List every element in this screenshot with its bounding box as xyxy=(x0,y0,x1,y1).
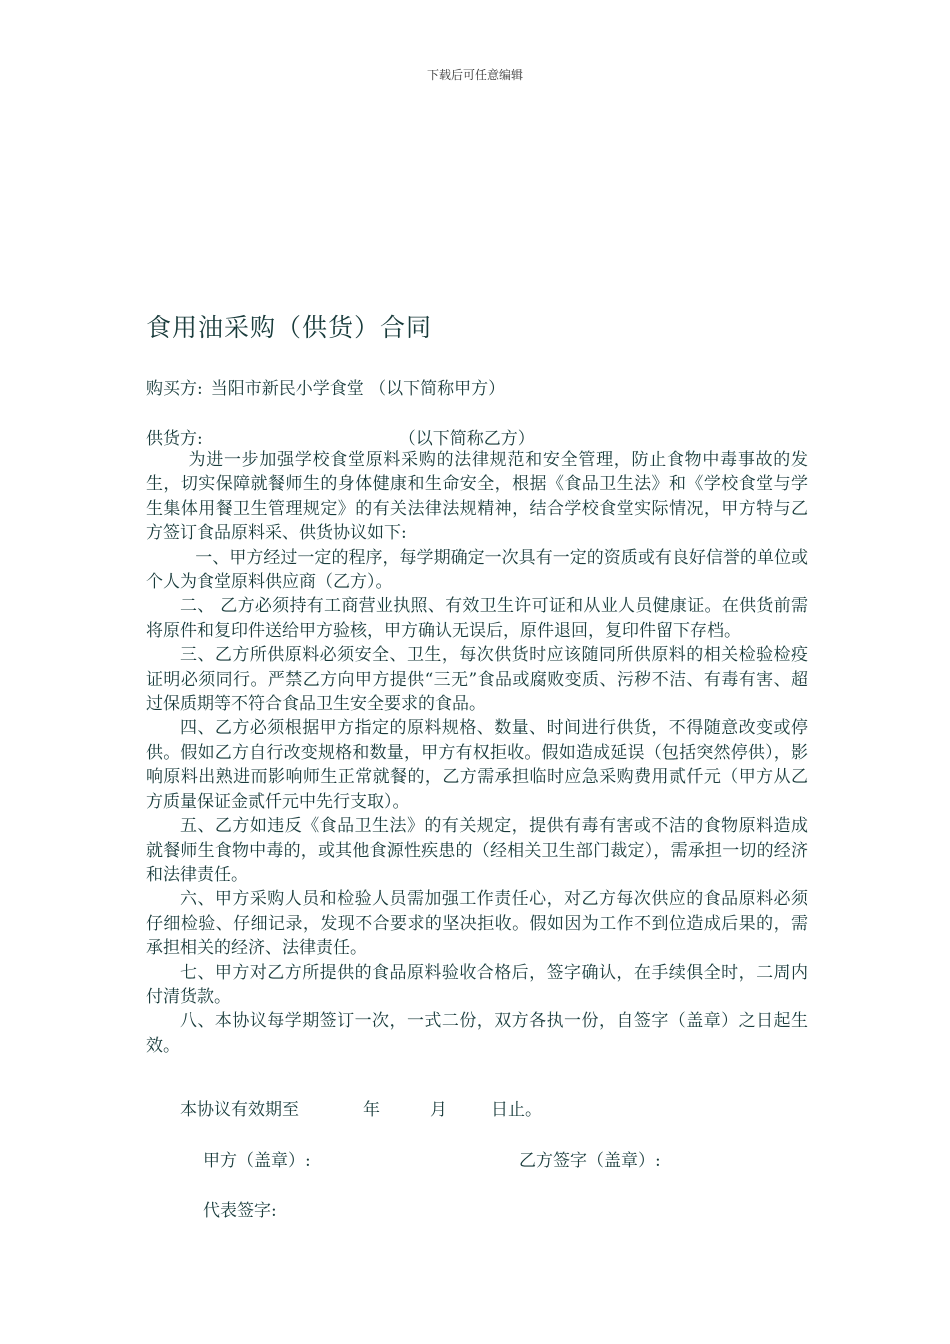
validity-day: 日止。 xyxy=(491,1100,542,1120)
representative-signature: 代表签字: xyxy=(203,1201,277,1221)
clause-8: 八、本协议每学期签订一次，一式二份，双方各执一份，自签字（盖章）之日起生效。 xyxy=(146,1011,808,1056)
clause-2: 二、 乙方必须持有工商营业执照、有效卫生许可证和从业人员健康证。在供货前需将原件和复印件送给甲方验核，甲方确认无误后，原件退回，复印件留下存档。 xyxy=(146,596,808,641)
validity-line xyxy=(180,1095,542,1120)
party-b-signature: 乙方签字（盖章）: xyxy=(519,1151,661,1171)
buyer-label: 购买方: xyxy=(146,379,203,399)
header-note: 下载后可任意编辑 xyxy=(426,68,523,82)
clause-3: 三、乙方所供原料必须安全、卫生，每次供货时应该随同所供原料的相关检验检疫证明必须同行。严禁乙方向甲方提供“三无”食品或腐败变质、污秽不洁、有毒有害、超过保质期等不符合食品卫生安全要求的食品。 xyxy=(146,645,808,715)
supplier-label: 供货方: xyxy=(146,429,203,449)
validity-year: 年 xyxy=(363,1100,380,1120)
validity-prefix: 本协议有效期至 xyxy=(180,1100,299,1120)
clause-6: 六、甲方采购人员和检验人员需加强工作责任心，对乙方每次供应的食品原料必须仔细检验、仔细记录，发现不合要求的坚决拒收。假如因为工作不到位造成后果的，需承担相关的经济、法律责任。 xyxy=(146,889,808,959)
clause-5: 五、乙方如违反《食品卫生法》的有关规定，提供有毒有害或不洁的食物原料造成就餐师生食物中毒的，或其他食源性疾患的（经相关卫生部门裁定），需承担一切的经济和法律责任。 xyxy=(146,816,808,885)
contract-title: 食用油采购（供货）合同 xyxy=(146,313,433,342)
buyer-line xyxy=(146,374,505,399)
intro-paragraph: 为进一步加强学校食堂原料采购的法律规范和安全管理，防止食物中毒事故的发生，切实保障就餐师生的身体健康和生命安全，根据《食品卫生法》和《学校食堂与学生集体用餐卫生管理规定》的有关法律法规精神，结合学校食堂实际情况，甲方特与乙方签订食品原料采、供货协议如下: xyxy=(146,450,808,544)
clause-1: 一、甲方经过一定的程序，每学期确定一次具有一定的资质或有良好信誉的单位或个人为食堂原料供应商（乙方）。 xyxy=(146,547,808,593)
clause-4: 四、乙方必须根据甲方指定的原料规格、数量、时间进行供货，不得随意改变或停供。假如乙方自行改变规格和数量，甲方有权拒收。假如造成延误（包括突然停供），影响原料出熟进而影响师生正常就餐的，乙方需承担临时应急采购费用贰仟元（甲方从乙方质量保证金贰仟元中先行支取）。 xyxy=(146,718,808,812)
clause-7: 七、甲方对乙方所提供的食品原料验收合格后，签字确认，在手续俱全时，二周内付清货款。 xyxy=(146,962,808,1007)
contract-body xyxy=(146,448,808,1058)
supplier-value: （以下简称乙方） xyxy=(398,429,535,449)
buyer-value: 当阳市新民小学食堂 （以下简称甲方） xyxy=(210,379,506,399)
validity-month: 月 xyxy=(430,1100,447,1120)
supplier-line xyxy=(146,424,535,449)
party-a-seal: 甲方（盖章）: xyxy=(203,1151,311,1171)
